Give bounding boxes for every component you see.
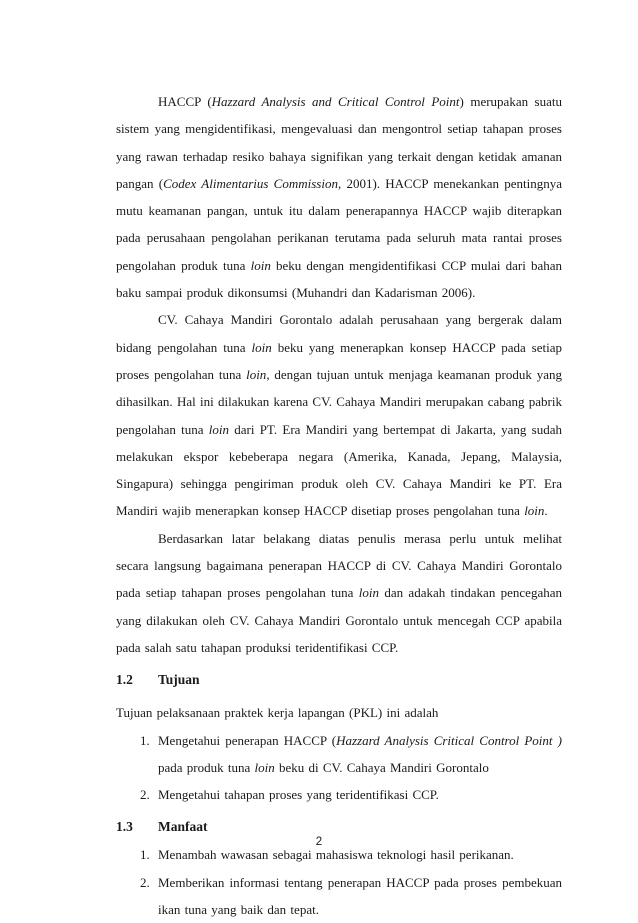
section-heading-tujuan xyxy=(116,669,562,691)
paragraph-haccp-definition: HACCP (Hazzard Analysis and Critical Control Point) merupakan suatu sistem yang mengidentifikasi, mengevaluasi dan mengontrol setiap tahapan proses yang rawan terhadap resiko bahaya signifikan yang terkait dengan ketidak amanan pangan (Codex Alimentarius Commission, 2001). HACCP menekankan pentingnya mutu keamanan pangan, untuk itu dalam penerapannya HACCP wajib diterapkan pada perusahaan pengolahan perikanan terutama pada seluruh mata rantai proses pengolahan produk tuna loin beku dengan mengidentifikasi CCP mulai dari bahan baku sampai produk dikonsumsi (Muhandri dan Kadarisman 2006). xyxy=(116,94,563,301)
paragraph-cv-cahaya-mandiri: CV. Cahaya Mandiri Gorontalo adalah perusahaan yang bergerak dalam bidang pengolahan tuna loin beku yang menerapkan konsep HACCP pada setiap proses pengolahan tuna loin, dengan tujuan untuk menjaga keamanan produk yang dihasilkan. Hal ini dilakukan karena CV. Cahaya Mandiri merupakan cabang pabrik pengolahan tuna loin dari PT. Era Mandiri yang bertempat di Jakarta, yang sudah melakukan ekspor kebeberapa negara (Amerika, Kanada, Jepang, Malaysia, Singapura) sehingga pengiriman produk oleh CV. Cahaya Mandiri ke PT. Era Mandiri wajib menerapkan konsep HACCP disetiap proses pengolahan tuna loin. xyxy=(116,312,563,519)
page-number: 2 xyxy=(315,836,323,848)
paragraph-latar-belakang: Berdasarkan latar belakang diatas penulis merasa perlu untuk melihat secara langsung bagaimana penerapan HACCP di CV. Cahaya Mandiri Gorontalo pada setiap tahapan proses pengolahan tuna loin dan adakah tindakan pencegahan yang dilakukan oleh CV. Cahaya Mandiri Gorontalo untuk mencegah CCP apabila pada salah satu tahapan produksi teridentifikasi CCP. xyxy=(116,530,562,655)
list-item-number: 2. xyxy=(140,874,150,890)
list-item-text: Mengetahui penerapan HACCP (Hazzard Analysis Critical Control Point ) pada produk tuna loin beku di CV. Cahaya Mandiri Gorontalo xyxy=(158,732,562,775)
section-number: 1.2 xyxy=(116,672,133,688)
list-item-text: Menambah wawasan sebagai mahasiswa teknologi hasil perikanan. xyxy=(158,847,514,863)
section-title: Tujuan xyxy=(158,672,200,688)
list-item xyxy=(116,727,562,782)
section-number: 1.3 xyxy=(116,819,133,835)
list-item-number: 2. xyxy=(140,787,150,803)
list-item-text: Mengetahui tahapan proses yang teridentifikasi CCP. xyxy=(158,787,439,803)
list-item-number: 1. xyxy=(140,847,150,863)
list-item-number: 1. xyxy=(140,732,150,748)
list-item-text: Memberikan informasi tentang penerapan HACCP pada proses pembekuan ikan tuna yang baik dan tepat. xyxy=(158,874,562,918)
section-title: Manfaat xyxy=(158,819,208,835)
list-item xyxy=(116,869,562,923)
manfaat-list xyxy=(116,841,562,923)
list-item xyxy=(116,781,562,808)
document-body xyxy=(116,88,562,923)
tujuan-list xyxy=(116,727,562,809)
tujuan-intro: Tujuan pelaksanaan praktek kerja lapangan (PKL) ini adalah xyxy=(116,705,439,721)
